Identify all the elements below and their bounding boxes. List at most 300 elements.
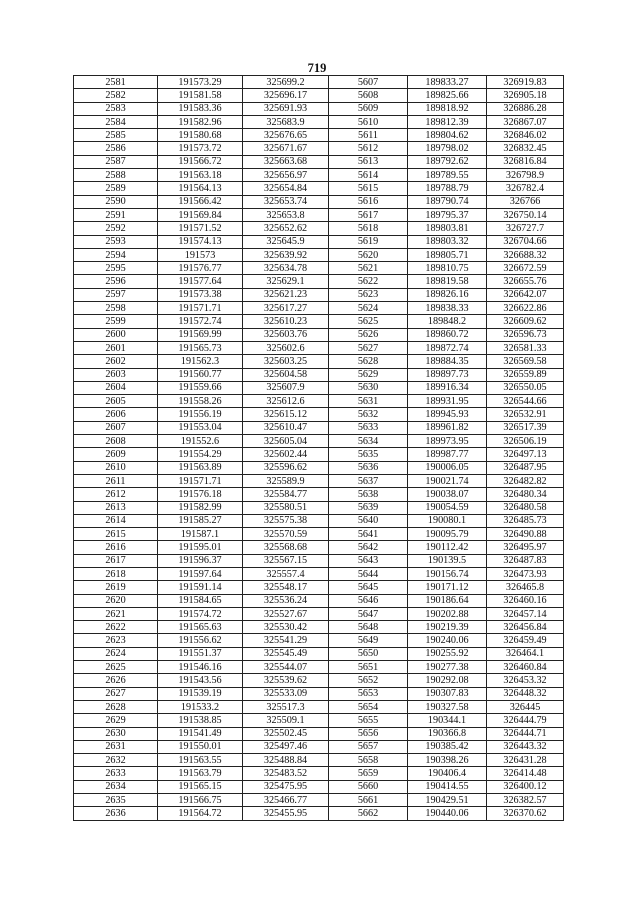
y-coordinate-left-cell: 325589.9 (243, 474, 329, 487)
point-number-right-cell: 5648 (329, 621, 408, 634)
point-number-right-cell: 5622 (329, 275, 408, 288)
point-number-right-cell: 5642 (329, 541, 408, 554)
y-coordinate-right-cell: 326506.19 (487, 435, 564, 448)
x-coordinate-right-cell: 190156.74 (408, 567, 487, 580)
x-coordinate-left-cell: 191566.75 (158, 794, 243, 807)
point-number-left-cell: 2627 (74, 687, 158, 700)
point-number-left-cell: 2599 (74, 315, 158, 328)
x-coordinate-right-cell: 189931.95 (408, 395, 487, 408)
y-coordinate-right-cell: 326609.62 (487, 315, 564, 328)
point-number-right-cell: 5612 (329, 142, 408, 155)
y-coordinate-right-cell: 326459.49 (487, 634, 564, 647)
x-coordinate-right-cell: 190202.88 (408, 607, 487, 620)
x-coordinate-right-cell: 189825.66 (408, 89, 487, 102)
y-coordinate-right-cell: 326456.84 (487, 621, 564, 634)
x-coordinate-right-cell: 190095.79 (408, 528, 487, 541)
x-coordinate-right-cell: 190414.55 (408, 780, 487, 793)
x-coordinate-left-cell: 191565.63 (158, 621, 243, 634)
table-row (74, 634, 564, 647)
y-coordinate-left-cell: 325652.62 (243, 222, 329, 235)
table-row (74, 275, 564, 288)
x-coordinate-left-cell: 191597.64 (158, 567, 243, 580)
x-coordinate-right-cell: 190366.8 (408, 727, 487, 740)
point-number-left-cell: 2593 (74, 235, 158, 248)
x-coordinate-right-cell: 190307.83 (408, 687, 487, 700)
x-coordinate-right-cell: 190406.4 (408, 767, 487, 780)
y-coordinate-left-cell: 325596.62 (243, 461, 329, 474)
x-coordinate-right-cell: 190277.38 (408, 661, 487, 674)
table-row (74, 341, 564, 354)
y-coordinate-right-cell: 326550.05 (487, 381, 564, 394)
y-coordinate-right-cell: 326642.07 (487, 288, 564, 301)
x-coordinate-right-cell: 189897.73 (408, 368, 487, 381)
point-number-left-cell: 2594 (74, 248, 158, 261)
point-number-left-cell: 2621 (74, 607, 158, 620)
x-coordinate-right-cell: 189788.79 (408, 182, 487, 195)
point-number-right-cell: 5614 (329, 169, 408, 182)
point-number-left-cell: 2581 (74, 76, 158, 89)
y-coordinate-right-cell: 326919.83 (487, 76, 564, 89)
table-row (74, 421, 564, 434)
table-row (74, 102, 564, 115)
table-row (74, 594, 564, 607)
x-coordinate-left-cell: 191574.13 (158, 235, 243, 248)
x-coordinate-left-cell: 191573.38 (158, 288, 243, 301)
point-number-left-cell: 2625 (74, 661, 158, 674)
point-number-right-cell: 5639 (329, 501, 408, 514)
x-coordinate-right-cell: 190255.92 (408, 647, 487, 660)
x-coordinate-right-cell: 189945.93 (408, 408, 487, 421)
y-coordinate-left-cell: 325634.78 (243, 262, 329, 275)
table-row (74, 474, 564, 487)
y-coordinate-right-cell: 326460.84 (487, 661, 564, 674)
x-coordinate-left-cell: 191576.18 (158, 488, 243, 501)
y-coordinate-left-cell: 325621.23 (243, 288, 329, 301)
point-number-right-cell: 5619 (329, 235, 408, 248)
x-coordinate-right-cell: 189819.58 (408, 275, 487, 288)
table-row (74, 129, 564, 142)
y-coordinate-left-cell: 325603.25 (243, 355, 329, 368)
point-number-left-cell: 2622 (74, 621, 158, 634)
point-number-right-cell: 5644 (329, 567, 408, 580)
x-coordinate-right-cell: 190038.07 (408, 488, 487, 501)
table-row (74, 448, 564, 461)
x-coordinate-left-cell: 191573 (158, 248, 243, 261)
y-coordinate-left-cell: 325502.45 (243, 727, 329, 740)
y-coordinate-right-cell: 326453.32 (487, 674, 564, 687)
y-coordinate-left-cell: 325696.17 (243, 89, 329, 102)
y-coordinate-right-cell: 326672.59 (487, 262, 564, 275)
point-number-right-cell: 5650 (329, 647, 408, 660)
y-coordinate-left-cell: 325548.17 (243, 581, 329, 594)
point-number-left-cell: 2636 (74, 807, 158, 820)
point-number-right-cell: 5649 (329, 634, 408, 647)
y-coordinate-left-cell: 325653.74 (243, 195, 329, 208)
table-row (74, 89, 564, 102)
x-coordinate-right-cell: 190112.42 (408, 541, 487, 554)
y-coordinate-left-cell: 325639.92 (243, 248, 329, 261)
point-number-right-cell: 5607 (329, 76, 408, 89)
x-coordinate-right-cell: 189987.77 (408, 448, 487, 461)
point-number-left-cell: 2615 (74, 528, 158, 541)
point-number-left-cell: 2609 (74, 448, 158, 461)
x-coordinate-left-cell: 191581.58 (158, 89, 243, 102)
y-coordinate-right-cell: 326750.14 (487, 208, 564, 221)
point-number-right-cell: 5658 (329, 754, 408, 767)
point-number-right-cell: 5647 (329, 607, 408, 620)
point-number-right-cell: 5633 (329, 421, 408, 434)
point-number-left-cell: 2586 (74, 142, 158, 155)
point-number-right-cell: 5646 (329, 594, 408, 607)
y-coordinate-right-cell: 326517.39 (487, 421, 564, 434)
y-coordinate-left-cell: 325605.04 (243, 435, 329, 448)
x-coordinate-right-cell: 189803.32 (408, 235, 487, 248)
y-coordinate-right-cell: 326905.18 (487, 89, 564, 102)
point-number-right-cell: 5629 (329, 368, 408, 381)
y-coordinate-right-cell: 326622.86 (487, 302, 564, 315)
point-number-left-cell: 2614 (74, 514, 158, 527)
table-row (74, 767, 564, 780)
x-coordinate-right-cell: 189812.39 (408, 115, 487, 128)
x-coordinate-left-cell: 191560.77 (158, 368, 243, 381)
point-number-right-cell: 5637 (329, 474, 408, 487)
table-row (74, 142, 564, 155)
x-coordinate-right-cell: 190171.12 (408, 581, 487, 594)
x-coordinate-left-cell: 191538.85 (158, 714, 243, 727)
table-row (74, 115, 564, 128)
table-row (74, 76, 564, 89)
y-coordinate-left-cell: 325568.68 (243, 541, 329, 554)
point-number-right-cell: 5653 (329, 687, 408, 700)
y-coordinate-right-cell: 326448.32 (487, 687, 564, 700)
point-number-left-cell: 2602 (74, 355, 158, 368)
x-coordinate-right-cell: 190292.08 (408, 674, 487, 687)
x-coordinate-left-cell: 191543.56 (158, 674, 243, 687)
x-coordinate-left-cell: 191566.72 (158, 155, 243, 168)
point-number-right-cell: 5627 (329, 341, 408, 354)
y-coordinate-left-cell: 325475.95 (243, 780, 329, 793)
y-coordinate-right-cell: 326495.97 (487, 541, 564, 554)
x-coordinate-right-cell: 190440.06 (408, 807, 487, 820)
y-coordinate-left-cell: 325654.84 (243, 182, 329, 195)
y-coordinate-left-cell: 325545.49 (243, 647, 329, 660)
point-number-left-cell: 2628 (74, 700, 158, 713)
point-number-left-cell: 2616 (74, 541, 158, 554)
point-number-right-cell: 5657 (329, 740, 408, 753)
table-row (74, 567, 564, 580)
y-coordinate-right-cell: 326382.57 (487, 794, 564, 807)
point-number-left-cell: 2587 (74, 155, 158, 168)
point-number-right-cell: 5609 (329, 102, 408, 115)
x-coordinate-left-cell: 191563.18 (158, 169, 243, 182)
x-coordinate-left-cell: 191565.15 (158, 780, 243, 793)
point-number-left-cell: 2584 (74, 115, 158, 128)
point-number-left-cell: 2600 (74, 328, 158, 341)
table-row (74, 807, 564, 820)
x-coordinate-right-cell: 190327.58 (408, 700, 487, 713)
x-coordinate-left-cell: 191587.1 (158, 528, 243, 541)
x-coordinate-left-cell: 191558.26 (158, 395, 243, 408)
y-coordinate-left-cell: 325612.6 (243, 395, 329, 408)
y-coordinate-left-cell: 325575.38 (243, 514, 329, 527)
y-coordinate-right-cell: 326688.32 (487, 248, 564, 261)
y-coordinate-right-cell: 326444.79 (487, 714, 564, 727)
point-number-right-cell: 5656 (329, 727, 408, 740)
y-coordinate-right-cell: 326497.13 (487, 448, 564, 461)
point-number-right-cell: 5652 (329, 674, 408, 687)
table-row (74, 581, 564, 594)
point-number-left-cell: 2612 (74, 488, 158, 501)
y-coordinate-right-cell: 326480.34 (487, 488, 564, 501)
x-coordinate-right-cell: 190006.05 (408, 461, 487, 474)
x-coordinate-right-cell: 189803.81 (408, 222, 487, 235)
table-row (74, 315, 564, 328)
y-coordinate-right-cell: 326460.16 (487, 594, 564, 607)
x-coordinate-left-cell: 191591.14 (158, 581, 243, 594)
y-coordinate-left-cell: 325602.6 (243, 341, 329, 354)
point-number-right-cell: 5617 (329, 208, 408, 221)
table-row (74, 714, 564, 727)
x-coordinate-left-cell: 191559.66 (158, 381, 243, 394)
x-coordinate-right-cell: 189789.55 (408, 169, 487, 182)
table-row (74, 501, 564, 514)
point-number-right-cell: 5641 (329, 528, 408, 541)
point-number-right-cell: 5635 (329, 448, 408, 461)
x-coordinate-right-cell: 189860.72 (408, 328, 487, 341)
y-coordinate-left-cell: 325455.95 (243, 807, 329, 820)
y-coordinate-left-cell: 325615.12 (243, 408, 329, 421)
y-coordinate-left-cell: 325645.9 (243, 235, 329, 248)
x-coordinate-left-cell: 191556.19 (158, 408, 243, 421)
point-number-right-cell: 5615 (329, 182, 408, 195)
x-coordinate-right-cell: 190219.39 (408, 621, 487, 634)
point-number-right-cell: 5620 (329, 248, 408, 261)
x-coordinate-left-cell: 191563.55 (158, 754, 243, 767)
y-coordinate-right-cell: 326581.33 (487, 341, 564, 354)
y-coordinate-right-cell: 326487.95 (487, 461, 564, 474)
x-coordinate-left-cell: 191563.79 (158, 767, 243, 780)
table-row (74, 674, 564, 687)
point-number-left-cell: 2629 (74, 714, 158, 727)
x-coordinate-left-cell: 191554.29 (158, 448, 243, 461)
x-coordinate-left-cell: 191533.2 (158, 700, 243, 713)
point-number-right-cell: 5621 (329, 262, 408, 275)
point-number-left-cell: 2635 (74, 794, 158, 807)
point-number-right-cell: 5625 (329, 315, 408, 328)
table-row (74, 328, 564, 341)
point-number-left-cell: 2617 (74, 554, 158, 567)
y-coordinate-left-cell: 325603.76 (243, 328, 329, 341)
y-coordinate-left-cell: 325466.77 (243, 794, 329, 807)
point-number-left-cell: 2630 (74, 727, 158, 740)
table-row (74, 514, 564, 527)
y-coordinate-left-cell: 325557.4 (243, 567, 329, 580)
y-coordinate-left-cell: 325629.1 (243, 275, 329, 288)
x-coordinate-right-cell: 189833.27 (408, 76, 487, 89)
point-number-right-cell: 5608 (329, 89, 408, 102)
y-coordinate-left-cell: 325604.58 (243, 368, 329, 381)
x-coordinate-right-cell: 189805.71 (408, 248, 487, 261)
y-coordinate-right-cell: 326490.88 (487, 528, 564, 541)
coordinates-table (73, 75, 564, 821)
y-coordinate-right-cell: 326832.45 (487, 142, 564, 155)
y-coordinate-right-cell: 326370.62 (487, 807, 564, 820)
point-number-left-cell: 2604 (74, 381, 158, 394)
point-number-right-cell: 5624 (329, 302, 408, 315)
point-number-left-cell: 2592 (74, 222, 158, 235)
table-row (74, 687, 564, 700)
point-number-right-cell: 5618 (329, 222, 408, 235)
point-number-right-cell: 5623 (329, 288, 408, 301)
y-coordinate-left-cell: 325663.68 (243, 155, 329, 168)
point-number-left-cell: 2590 (74, 195, 158, 208)
y-coordinate-right-cell: 326816.84 (487, 155, 564, 168)
y-coordinate-right-cell: 326464.1 (487, 647, 564, 660)
table-row (74, 435, 564, 448)
y-coordinate-right-cell: 326414.48 (487, 767, 564, 780)
y-coordinate-right-cell: 326431.28 (487, 754, 564, 767)
point-number-left-cell: 2631 (74, 740, 158, 753)
y-coordinate-left-cell: 325610.47 (243, 421, 329, 434)
x-coordinate-left-cell: 191550.01 (158, 740, 243, 753)
table-row (74, 541, 564, 554)
y-coordinate-right-cell: 326487.83 (487, 554, 564, 567)
point-number-left-cell: 2588 (74, 169, 158, 182)
table-row (74, 794, 564, 807)
y-coordinate-right-cell: 326704.66 (487, 235, 564, 248)
y-coordinate-left-cell: 325544.07 (243, 661, 329, 674)
y-coordinate-right-cell: 326846.02 (487, 129, 564, 142)
y-coordinate-right-cell: 326782.4 (487, 182, 564, 195)
x-coordinate-left-cell: 191566.42 (158, 195, 243, 208)
y-coordinate-left-cell: 325530.42 (243, 621, 329, 634)
point-number-left-cell: 2608 (74, 435, 158, 448)
table-row (74, 302, 564, 315)
page-number: 719 (307, 61, 327, 75)
y-coordinate-right-cell: 326445 (487, 700, 564, 713)
x-coordinate-right-cell: 189818.92 (408, 102, 487, 115)
x-coordinate-left-cell: 191556.62 (158, 634, 243, 647)
x-coordinate-left-cell: 191576.77 (158, 262, 243, 275)
point-number-left-cell: 2605 (74, 395, 158, 408)
y-coordinate-right-cell: 326867.07 (487, 115, 564, 128)
x-coordinate-right-cell: 190344.1 (408, 714, 487, 727)
table-row (74, 222, 564, 235)
table-row (74, 155, 564, 168)
y-coordinate-left-cell: 325483.52 (243, 767, 329, 780)
point-number-right-cell: 5645 (329, 581, 408, 594)
point-number-right-cell: 5611 (329, 129, 408, 142)
coordinates-table-body (74, 76, 564, 821)
point-number-right-cell: 5632 (329, 408, 408, 421)
table-row (74, 381, 564, 394)
point-number-right-cell: 5659 (329, 767, 408, 780)
x-coordinate-left-cell: 191571.71 (158, 302, 243, 315)
y-coordinate-right-cell: 326485.73 (487, 514, 564, 527)
point-number-left-cell: 2610 (74, 461, 158, 474)
table-row (74, 554, 564, 567)
y-coordinate-right-cell: 326766 (487, 195, 564, 208)
table-row (74, 248, 564, 261)
y-coordinate-left-cell: 325671.67 (243, 142, 329, 155)
x-coordinate-right-cell: 189838.33 (408, 302, 487, 315)
x-coordinate-right-cell: 189826.16 (408, 288, 487, 301)
point-number-right-cell: 5636 (329, 461, 408, 474)
point-number-left-cell: 2618 (74, 567, 158, 580)
point-number-left-cell: 2582 (74, 89, 158, 102)
point-number-right-cell: 5662 (329, 807, 408, 820)
y-coordinate-left-cell: 325610.23 (243, 315, 329, 328)
table-row (74, 528, 564, 541)
y-coordinate-left-cell: 325497.46 (243, 740, 329, 753)
x-coordinate-left-cell: 191541.49 (158, 727, 243, 740)
table-row (74, 195, 564, 208)
x-coordinate-right-cell: 190429.51 (408, 794, 487, 807)
x-coordinate-left-cell: 191569.99 (158, 328, 243, 341)
x-coordinate-right-cell: 190240.06 (408, 634, 487, 647)
point-number-left-cell: 2591 (74, 208, 158, 221)
x-coordinate-left-cell: 191564.13 (158, 182, 243, 195)
table-row (74, 727, 564, 740)
point-number-right-cell: 5616 (329, 195, 408, 208)
table-row (74, 368, 564, 381)
y-coordinate-left-cell: 325602.44 (243, 448, 329, 461)
x-coordinate-left-cell: 191573.72 (158, 142, 243, 155)
y-coordinate-left-cell: 325699.2 (243, 76, 329, 89)
y-coordinate-left-cell: 325533.09 (243, 687, 329, 700)
point-number-left-cell: 2601 (74, 341, 158, 354)
x-coordinate-right-cell: 189792.62 (408, 155, 487, 168)
point-number-right-cell: 5660 (329, 780, 408, 793)
point-number-left-cell: 2620 (74, 594, 158, 607)
point-number-left-cell: 2583 (74, 102, 158, 115)
point-number-left-cell: 2606 (74, 408, 158, 421)
point-number-left-cell: 2585 (74, 129, 158, 142)
point-number-left-cell: 2589 (74, 182, 158, 195)
x-coordinate-left-cell: 191562.3 (158, 355, 243, 368)
x-coordinate-right-cell: 189884.35 (408, 355, 487, 368)
table-row (74, 461, 564, 474)
y-coordinate-right-cell: 326400.12 (487, 780, 564, 793)
point-number-left-cell: 2632 (74, 754, 158, 767)
table-row (74, 235, 564, 248)
point-number-left-cell: 2633 (74, 767, 158, 780)
x-coordinate-right-cell: 190186.64 (408, 594, 487, 607)
point-number-right-cell: 5638 (329, 488, 408, 501)
x-coordinate-left-cell: 191571.52 (158, 222, 243, 235)
table-row (74, 647, 564, 660)
x-coordinate-left-cell: 191552.6 (158, 435, 243, 448)
x-coordinate-left-cell: 191583.36 (158, 102, 243, 115)
x-coordinate-left-cell: 191539.19 (158, 687, 243, 700)
y-coordinate-left-cell: 325527.67 (243, 607, 329, 620)
point-number-right-cell: 5655 (329, 714, 408, 727)
y-coordinate-left-cell: 325676.65 (243, 129, 329, 142)
y-coordinate-left-cell: 325509.1 (243, 714, 329, 727)
point-number-right-cell: 5654 (329, 700, 408, 713)
y-coordinate-left-cell: 325607.9 (243, 381, 329, 394)
point-number-right-cell: 5630 (329, 381, 408, 394)
x-coordinate-right-cell: 189810.75 (408, 262, 487, 275)
table-row (74, 262, 564, 275)
x-coordinate-right-cell: 189804.62 (408, 129, 487, 142)
point-number-left-cell: 2611 (74, 474, 158, 487)
point-number-right-cell: 5626 (329, 328, 408, 341)
y-coordinate-right-cell: 326886.28 (487, 102, 564, 115)
x-coordinate-right-cell: 189848.2 (408, 315, 487, 328)
y-coordinate-right-cell: 326798.9 (487, 169, 564, 182)
point-number-left-cell: 2626 (74, 674, 158, 687)
